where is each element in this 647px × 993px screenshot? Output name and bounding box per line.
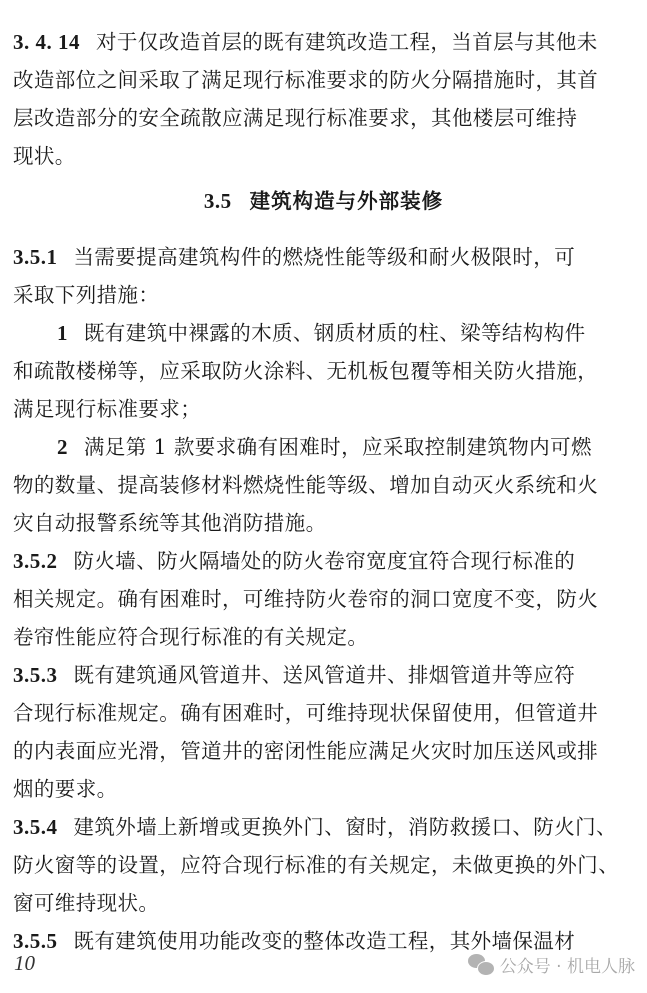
item-number: 2 [57,435,68,459]
clause-3-5-1-line-1: 3.5.1 当需要提高建筑构件的燃烧性能等级和耐火极限时，可 [13,245,576,269]
clause-number: 3.5.1 [13,245,58,269]
text-line: 的内表面应光滑，管道井的密闭性能应满足火灾时加压送风或排 [13,739,599,763]
section-title: 建筑构造与外部装修 [249,189,444,213]
text-line: 满足现行标准要求； [13,397,202,421]
clause-number: 3.5.4 [13,815,58,839]
text-line: 改造部位之间采取了满足现行标准要求的防火分隔措施时，其首 [13,68,599,92]
clause-number: 3.5.5 [13,929,58,953]
text-line: 物的数量、提高装修材料燃烧性能等级、增加自动灭火系统和火 [13,473,599,497]
text-line: 采取下列措施： [13,283,160,307]
text-line: 卷帘性能应符合现行标准的有关规定。 [13,625,369,649]
text-line: 相关规定。确有困难时，可维持防火卷帘的洞口宽度不变，防火 [13,587,599,611]
list-item-2: 2 满足第 1 款要求确有困难时，应采取控制建筑物内可燃 [57,435,592,459]
clause-number: 3.5.3 [13,663,58,687]
list-item-1: 1 既有建筑中裸露的木质、钢质材质的柱、梁等结构构件 [57,321,586,345]
page-number: 10 [14,951,35,975]
text-line: 层改造部分的安全疏散应满足现行标准要求，其他楼层可维持 [13,106,578,130]
text-line: 合现行标准规定。确有困难时，可维持现状保留使用，但管道井 [13,701,599,725]
item-number: 1 [57,321,68,345]
clause-number: 3.5.2 [13,549,58,573]
clause-3-4-14-line-1: 3. 4. 14 对于仅改造首层的既有建筑改造工程，当首层与其他未 [13,30,598,54]
text-line: 烟的要求。 [13,777,118,801]
watermark-text: 公众号 · 机电人脉 [499,957,635,977]
section-number: 3.5 [203,189,232,213]
clause-number: 3. 4. 14 [13,30,80,54]
text-line: 灾自动报警系统等其他消防措施。 [13,511,327,535]
clause-3-5-5-line-1: 3.5.5 既有建筑使用功能改变的整体改造工程，其外墙保温材 [13,929,576,953]
clause-3-5-4-line-1: 3.5.4 建筑外墙上新增或更换外门、窗时，消防救援口、防火门、 [13,815,617,839]
text-line: 防火窗等的设置，应符合现行标准的有关规定，未做更换的外门、 [13,853,620,877]
clause-3-5-2-line-1: 3.5.2 防火墙、防火隔墙处的防火卷帘宽度宜符合现行标准的 [13,549,576,573]
section-heading [0,187,647,215]
text-line: 现状。 [13,144,76,168]
watermark [468,952,635,977]
clause-3-5-3-line-1: 3.5.3 既有建筑通风管道井、送风管道井、排烟管道井等应符 [13,663,576,687]
text-line: 和疏散楼梯等，应采取防火涂料、无机板包覆等相关防火措施， [13,359,599,383]
text-line: 窗可维持现状。 [13,891,160,915]
wechat-icon [468,954,494,976]
